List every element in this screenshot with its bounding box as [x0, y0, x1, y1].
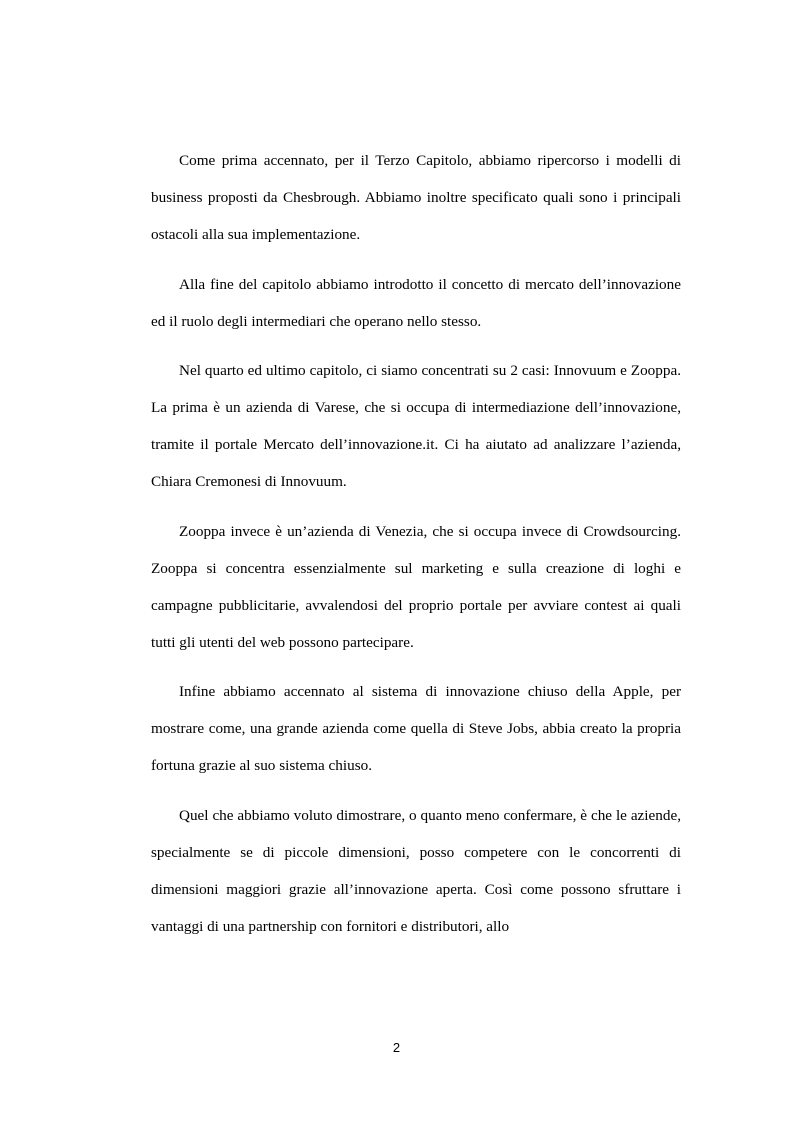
paragraph-conclusione: Quel che abbiamo voluto dimostrare, o quanto meno confermare, è che le aziende, specialmente se di piccole dimensioni, posso competere con le concorrenti di dimensioni maggiori grazie all’innovazione aperta. Così come possono sfruttare i vantaggi di una partnership con fornitori e distributori, allo: [151, 806, 681, 935]
paragraph-apple: Infine abbiamo accennato al sistema di innovazione chiuso della Apple, per mostrare come, una grande azienda come quella di Steve Jobs, abbia creato la propria fortuna grazie al suo sistema chiuso.: [151, 683, 681, 774]
page-number: 2: [392, 1040, 401, 1055]
paragraph-terzo-capitolo: Come prima accennato, per il Terzo Capitolo, abbiamo ripercorso i modelli di business proposti da Chesbrough. Abbiamo inoltre specificato quali sono i principali ostacoli alla sua implementazione.: [151, 152, 681, 243]
paragraph-mercato-innovazione: Alla fine del capitolo abbiamo introdotto il concetto di mercato dell’innovazione ed il ruolo degli intermediari che operano nello stesso.: [151, 275, 681, 330]
paragraph-zooppa: Zooppa invece è un’azienda di Venezia, che si occupa invece di Crowdsourcing. Zooppa si concentra essenzialmente sul marketing e sulla creazione di loghi e campagne pubblicitarie, avvalendosi del proprio portale per avviare contest ai quali tutti gli utenti del web possono partecipare.: [151, 522, 681, 651]
body-text: [151, 142, 681, 957]
paragraph-quarto-capitolo: Nel quarto ed ultimo capitolo, ci siamo concentrati su 2 casi: Innovuum e Zooppa. La prima è un azienda di Varese, che si occupa di intermediazione dell’innovazione, tramite il portale Mercato dell’innovazione.it. Ci ha aiutato ad analizzare l’azienda, Chiara Cremonesi di Innovuum.: [151, 362, 681, 490]
